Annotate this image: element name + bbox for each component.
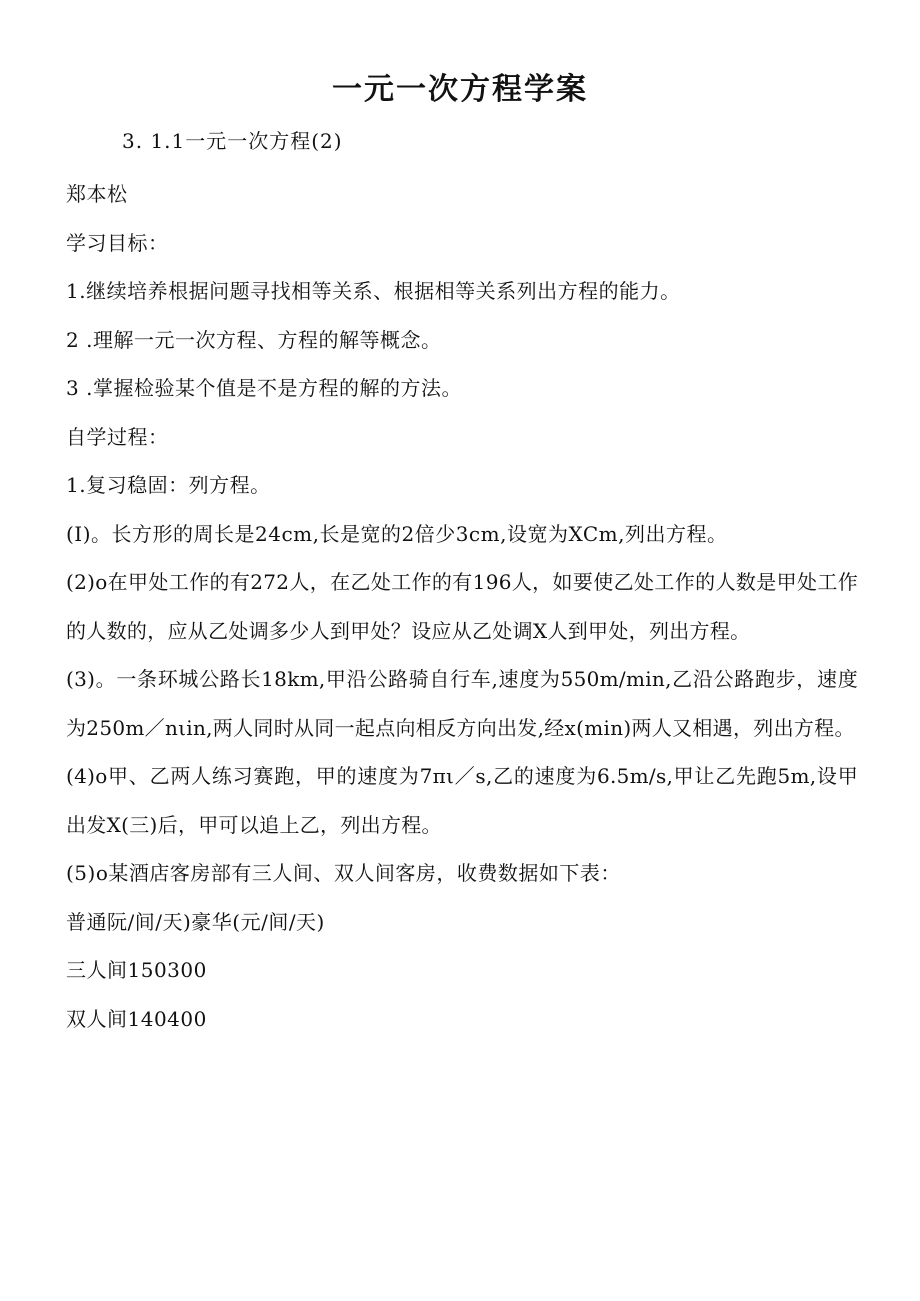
step-1-heading: 1.复习稳固：列方程。 [66, 473, 271, 497]
problem-2: (2)o在甲处工作的有272人，在乙处工作的有196人，如要使乙处工作的人数是甲处工作的人数的，应从乙处调多少人到甲处？设应从乙处调X人到甲处，列出方程。 [66, 570, 858, 643]
problem-4: (4)o甲、乙两人练习赛跑，甲的速度为7πι／s,乙的速度为6.5m/s,甲让乙先跑5m,设甲出发X(三)后，甲可以追上乙，列出方程。 [66, 764, 858, 837]
table-row-triple: 三人间150300 [66, 958, 207, 982]
table-row-double: 双人间140400 [66, 1006, 207, 1031]
objective-item-3: 3 .掌握检验某个值是不是方程的解的方法。 [66, 376, 462, 400]
document-title: 一元一次方程学案 [332, 72, 588, 107]
problem-3: (3)。一条环城公路长18km,甲沿公路骑自行车,速度为550m/min,乙沿公路跑步，速度为250m／nιin,两人同时从同一起点向相反方向出发,经x(min)两人又相遇，列出方程。 [66, 667, 858, 740]
objective-item-2: 2 .理解一元一次方程、方程的解等概念。 [66, 327, 442, 352]
problem-1: (I)。长方形的周长是24cm,长是宽的2倍少3cm,设宽为XCm,列出方程。 [66, 521, 728, 546]
objective-item-1: 1.继续培养根据问题寻找相等关系、根据相等关系列出方程的能力。 [66, 279, 681, 303]
section-subtitle: 3. 1.1一元一次方程(2) [122, 129, 343, 153]
table-header-row: 普通阮/间/天)豪华(元/间/天) [66, 909, 325, 934]
author-name: 郑本松 [66, 182, 128, 206]
objectives-heading: 学习目标： [66, 230, 169, 255]
document-body [66, 170, 858, 1043]
problem-5: (5)o某酒店客房部有三人间、双人间客房，收费数据如下表： [66, 861, 621, 885]
process-heading: 自学过程： [66, 424, 169, 449]
